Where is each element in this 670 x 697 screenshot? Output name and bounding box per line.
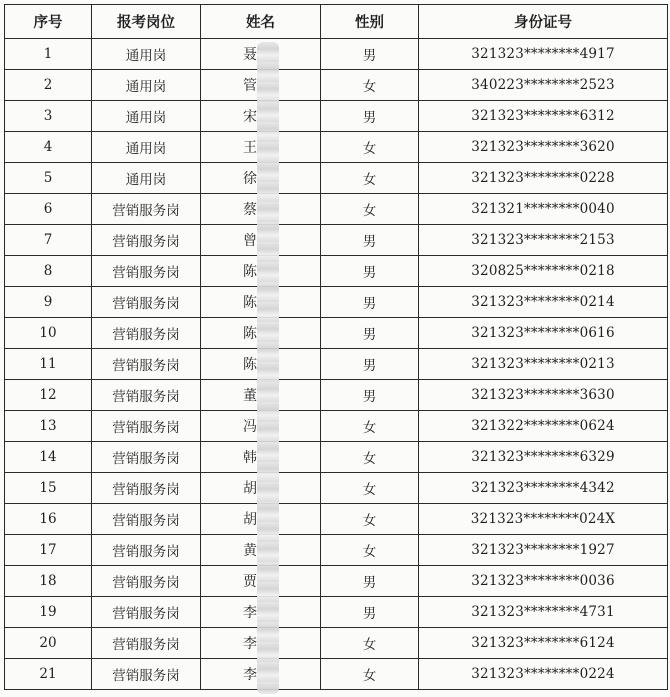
row-name: 李 (201, 659, 321, 690)
row-position: 营销服务岗 (92, 659, 201, 690)
row-position: 营销服务岗 (92, 597, 201, 628)
row-gender: 男 (321, 287, 419, 318)
row-serial: 16 (5, 504, 92, 535)
row-serial: 17 (5, 535, 92, 566)
row-name: 蔡 (201, 194, 321, 225)
row-name: 李 (201, 597, 321, 628)
row-position: 通用岗 (92, 70, 201, 101)
row-position: 营销服务岗 (92, 380, 201, 411)
row-id-number: 321323********0616 (419, 318, 668, 349)
row-name: 陈 (201, 349, 321, 380)
row-name: 宋 (201, 101, 321, 132)
row-gender: 男 (321, 225, 419, 256)
row-id-number: 321323********2153 (419, 225, 668, 256)
row-position: 营销服务岗 (92, 287, 201, 318)
row-name: 曾 (201, 225, 321, 256)
table-row (5, 380, 668, 411)
table-row (5, 535, 668, 566)
row-name: 董 (201, 380, 321, 411)
row-position: 营销服务岗 (92, 194, 201, 225)
row-id-number: 321323********0224 (419, 659, 668, 690)
row-id-number: 321323********3630 (419, 380, 668, 411)
row-name: 陈 (201, 318, 321, 349)
row-gender: 女 (321, 163, 419, 194)
row-position: 营销服务岗 (92, 318, 201, 349)
row-id-number: 321321********0040 (419, 194, 668, 225)
row-id-number: 321323********4731 (419, 597, 668, 628)
header-gender: 性别 (321, 5, 419, 39)
table-row (5, 163, 668, 194)
row-serial: 11 (5, 349, 92, 380)
row-gender: 女 (321, 628, 419, 659)
row-name: 李 (201, 628, 321, 659)
row-gender: 女 (321, 411, 419, 442)
row-serial: 19 (5, 597, 92, 628)
row-serial: 15 (5, 473, 92, 504)
row-id-number: 321323********6329 (419, 442, 668, 473)
row-position: 营销服务岗 (92, 473, 201, 504)
row-id-number: 321323********024X (419, 504, 668, 535)
table-row (5, 504, 668, 535)
table-row (5, 411, 668, 442)
row-id-number: 321323********4342 (419, 473, 668, 504)
row-name: 胡 (201, 473, 321, 504)
row-gender: 女 (321, 132, 419, 163)
row-serial: 8 (5, 256, 92, 287)
row-gender: 男 (321, 566, 419, 597)
row-serial: 3 (5, 101, 92, 132)
row-gender: 男 (321, 101, 419, 132)
row-serial: 13 (5, 411, 92, 442)
row-id-number: 321323********0228 (419, 163, 668, 194)
table-row (5, 101, 668, 132)
row-serial: 12 (5, 380, 92, 411)
table-row (5, 659, 668, 690)
row-name: 陈 (201, 256, 321, 287)
header-id-number: 身份证号 (419, 5, 668, 39)
table-row (5, 225, 668, 256)
row-name: 管 (201, 70, 321, 101)
row-id-number: 321322********0624 (419, 411, 668, 442)
row-name: 贾 (201, 566, 321, 597)
table-row (5, 628, 668, 659)
row-serial: 10 (5, 318, 92, 349)
table-row (5, 256, 668, 287)
table-row (5, 442, 668, 473)
header-serial: 序号 (5, 5, 92, 39)
row-position: 营销服务岗 (92, 256, 201, 287)
row-serial: 2 (5, 70, 92, 101)
row-id-number: 321323********6312 (419, 101, 668, 132)
row-id-number: 320825********0218 (419, 256, 668, 287)
header-name: 姓名 (201, 5, 321, 39)
row-id-number: 321323********0214 (419, 287, 668, 318)
header-row (5, 5, 668, 39)
row-position: 营销服务岗 (92, 566, 201, 597)
row-position: 通用岗 (92, 163, 201, 194)
row-id-number: 321323********0036 (419, 566, 668, 597)
row-position: 营销服务岗 (92, 628, 201, 659)
row-gender: 女 (321, 70, 419, 101)
row-serial: 7 (5, 225, 92, 256)
row-id-number: 321323********1927 (419, 535, 668, 566)
row-name: 冯 (201, 411, 321, 442)
row-position: 通用岗 (92, 101, 201, 132)
row-id-number: 340223********2523 (419, 70, 668, 101)
row-id-number: 321323********4917 (419, 39, 668, 70)
row-serial: 5 (5, 163, 92, 194)
row-gender: 男 (321, 597, 419, 628)
row-name: 徐 (201, 163, 321, 194)
row-position: 营销服务岗 (92, 504, 201, 535)
row-position: 营销服务岗 (92, 225, 201, 256)
table-row (5, 132, 668, 163)
table-row (5, 70, 668, 101)
redaction-mosaic (257, 42, 279, 694)
row-gender: 女 (321, 442, 419, 473)
table-row (5, 287, 668, 318)
row-gender: 男 (321, 256, 419, 287)
row-gender: 男 (321, 318, 419, 349)
table-row (5, 349, 668, 380)
row-serial: 21 (5, 659, 92, 690)
row-gender: 男 (321, 380, 419, 411)
row-position: 通用岗 (92, 132, 201, 163)
row-serial: 1 (5, 39, 92, 70)
row-serial: 6 (5, 194, 92, 225)
row-position: 营销服务岗 (92, 535, 201, 566)
row-position: 营销服务岗 (92, 411, 201, 442)
header-position: 报考岗位 (92, 5, 201, 39)
row-gender: 女 (321, 504, 419, 535)
row-gender: 女 (321, 535, 419, 566)
table-row (5, 194, 668, 225)
row-serial: 14 (5, 442, 92, 473)
row-name: 陈 (201, 287, 321, 318)
row-gender: 女 (321, 194, 419, 225)
table-body (5, 39, 668, 690)
row-position: 营销服务岗 (92, 349, 201, 380)
row-serial: 9 (5, 287, 92, 318)
table-row (5, 566, 668, 597)
row-name: 聂 (201, 39, 321, 70)
row-name: 王 (201, 132, 321, 163)
row-gender: 女 (321, 473, 419, 504)
row-position: 通用岗 (92, 39, 201, 70)
row-name: 胡 (201, 504, 321, 535)
row-serial: 18 (5, 566, 92, 597)
table-row (5, 597, 668, 628)
row-serial: 4 (5, 132, 92, 163)
table-row (5, 318, 668, 349)
table-row (5, 39, 668, 70)
row-id-number: 321323********0213 (419, 349, 668, 380)
row-name: 韩 (201, 442, 321, 473)
row-id-number: 321323********6124 (419, 628, 668, 659)
row-serial: 20 (5, 628, 92, 659)
table-row (5, 473, 668, 504)
row-position: 营销服务岗 (92, 442, 201, 473)
row-id-number: 321323********3620 (419, 132, 668, 163)
candidate-table (4, 4, 668, 690)
row-gender: 男 (321, 39, 419, 70)
row-gender: 女 (321, 659, 419, 690)
row-name: 黄 (201, 535, 321, 566)
row-gender: 男 (321, 349, 419, 380)
